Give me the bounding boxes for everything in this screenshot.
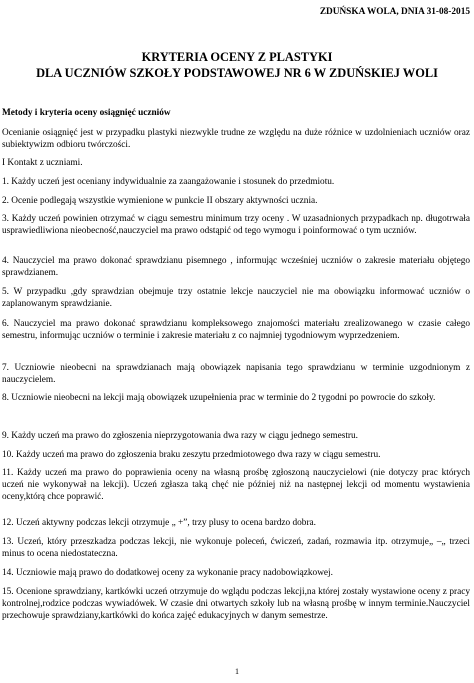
criteria-item-10: 10. Każdy uczeń ma prawo do zgłoszenia braku zeszytu przedmiotowego dwa razy w ciągu semestru.	[2, 450, 381, 460]
criteria-item-12: 12. Uczeń aktywny podczas lekcji otrzymuje „ +”, trzy plusy to ocena bardzo dobra.	[2, 518, 316, 528]
criteria-item-3: 3. Każdy uczeń powinien otrzymać w ciągu semestru minimum trzy oceny . W uzasadnionych przypadkach np. długotrwała usprawiedliwiona nieobecność,nauczyciel ma prawo odstąpić od tego wymogu i poinformować o tym uczniów.	[2, 214, 470, 236]
intro-paragraph: Ocenianie osiągnięć jest w przypadku plastyki niezwykle trudne ze względu na duże różnice w uzdolnieniach uczniów oraz subiektywizm odbioru twórczości.	[2, 128, 470, 150]
criteria-item-2: 2. Ocenie podlegają wszystkie wymienione w punkcie II obszary aktywności ucznia.	[2, 196, 318, 206]
page-number: 1	[235, 667, 239, 676]
criteria-item-1: 1. Każdy uczeń jest oceniany indywidualnie za zaangażowanie i stosunek do przedmiotu.	[2, 177, 335, 187]
criteria-item-5: 5. W przypadku ,gdy sprawdzian obejmuje trzy ostatnie lekcje nauczyciel nie ma obowiązku informować uczniów o zaplanowanym sprawdzianie.	[2, 287, 470, 309]
criteria-item-13: 13. Uczeń, który przeszkadza podczas lekcji, nie wykonuje poleceń, ćwiczeń, zadań, rozmawia itp. otrzymuje„ –„ trzeci minus to ocena niedostateczna.	[2, 537, 470, 559]
criteria-item-4: 4. Nauczyciel ma prawo dokonać sprawdzianu pisemnego , informując wcześniej uczniów o zakresie materiału objętego sprawdzianem.	[2, 256, 470, 278]
criteria-item-6: 6. Nauczyciel ma prawo dokonać sprawdzianu kompleksowego znajomości materiału zrealizowanego w czasie całego semestru, informując uczniów o terminie i zakresie materiału z co najmniej tygodniowym wyprzedzeniem.	[2, 319, 470, 341]
document-title-line-2: DLA UCZNIÓW SZKOŁY PODSTAWOWEJ NR 6 W ZDUŃSKIEJ WOLI	[36, 66, 438, 80]
section-heading: Metody i kryteria oceny osiągnięć uczniów	[2, 108, 171, 118]
contact-heading: I Kontakt z uczniami.	[2, 158, 83, 168]
document-title-line-1: KRYTERIA OCENY Z PLASTYKI	[141, 50, 333, 64]
dateline: ZDUŃSKA WOLA, DNIA 31-08-2015	[319, 7, 470, 17]
criteria-item-14: 14. Uczniowie mają prawo do dodatkowej oceny za wykonanie pracy nadobowiązkowej.	[2, 568, 333, 578]
criteria-item-15: 15. Ocenione sprawdziany, kartkówki uczeń otrzymuje do wglądu podczas lekcji,na której zostały wystawione oceny z pracy kontrolnej,rodzice podczas wywiadówek. W czasie dni otwartych szkoły lub na własną prośbę w innym terminie.Nauczyciel przechowuje sprawdziany,kartkówki do końca zajęć edukacyjnych w danym semestrze.	[2, 587, 470, 621]
criteria-item-8: 8. Uczniowie nieobecni na lekcji mają obowiązek uzupełnienia prac w terminie do 2 tygodni po powrocie do szkoły.	[2, 393, 436, 403]
criteria-item-11: 11. Każdy uczeń ma prawo do poprawienia oceny na własną prośbę zgłoszoną nauczycielowi (nie dotyczy prac których uczeń nie wykonywał na lekcji). Uczeń zgłasza taką chęć nie później niż na następnej lekcji od momentu wystawienia oceny,którą chce poprawić.	[2, 468, 470, 502]
criteria-item-7: 7. Uczniowie nieobecni na sprawdzianach mają obowiązek napisania tego sprawdzianu w terminie uzgodnionym z nauczycielem.	[2, 363, 470, 385]
criteria-item-9: 9. Każdy uczeń ma prawo do zgłoszenia nieprzygotowania dwa razy w ciągu jednego semestru.	[2, 431, 358, 441]
